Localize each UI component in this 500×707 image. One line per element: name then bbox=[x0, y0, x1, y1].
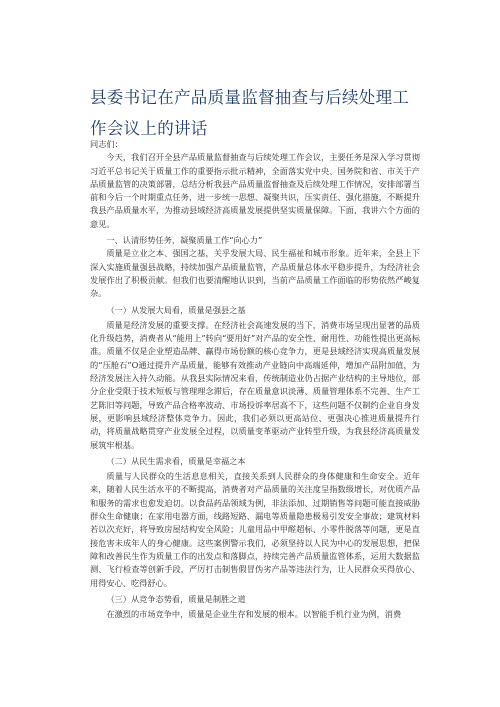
paragraph-1: 质量是立业之本、强国之基，关乎发展大局、民生福祉和城市形象。近年来，全县上下深入实施质量强县战略，持续加强产品质量监管，产品质量总体水平稳步提升，为经济社会发展作出了积极贡献。但我们也要清醒地认识到，当前产品质量工作面临的形势依然严峻复杂。 bbox=[90, 248, 420, 299]
subheading-3: （三）从竞争态势看，质量是制胜之道 bbox=[106, 593, 246, 604]
paragraph-2: 质量是经济发展的重要支撑。在经济社会高速发展的当下，消费市场呈现出显著的品质化升级趋势，消费者从“能用上”转向“要用好”对产品的安全性、耐用性、功能性提出更高标准。质量不仅是企业塑造品牌、赢得市场份额的核心竞争力，更是县域经济实现高质量发展的“压舱石”O通过提升产品质量，能够有效推动产业链向中高端延伸，增加产品附加值，为经济发展注入持久动能。从我县实际情况来看，传统制造业仍占据产业结构的主导地位，部分企业受限于技术短板与管理理念滞后，存在质量意识淡薄、质量管理体系不完善、生产工艺陈旧等问题，导致产品合格率波动、市场投诉率居高不下，这些问题不仅制约企业自身发展，更影响县域经济整体竞争力。因此，我们必须以更高站位、更强决心推进质量提升行动，将质量战略贯穿产业发展全过程，以质量变革驱动产业转型升级，为我县经济高质量发展筑牢根基。 bbox=[90, 319, 420, 450]
document-title: 县委书记在产品质量监督抽查与后续处理工作会议上的讲话 bbox=[90, 88, 410, 138]
paragraph-3: 质量与人民群众的生活息息相关，直接关系到人民群众的身体健康和生命安全。近年来，随着人民生活水平的不断提高，消费者对产品质量的关注度呈指数级增长，对优质产品和服务的需求也愈发迫切。以食品药品领域为例，非法添加、过期销售等问题可能直接威胁群众生命健康；在家用电器方面，线路短路、漏电等质量隐患极易引发安全事故；建筑材料若以次充好，将导致房屋结构安全风险；儿童用品中甲醛超标、小零件脱落等问题，更是直接危害未成年人的身心健康。这些案例警示我们，必须坚持以人民为中心的发展思想，把保障和改善民生作为质量工作的出发点和落脚点，持续完善产品质量监管体系，运用大数据监测、飞行检查等创新手段，严厉打击制售假冒伪劣产品等违法行为，让人民群众买得放心、用得安心、吃得舒心。 bbox=[90, 471, 420, 588]
subheading-1: （一）从发展大局看，质量是强县之基 bbox=[106, 304, 246, 315]
subheading-2: （二）从民生需求看，质量是幸福之本 bbox=[106, 455, 246, 466]
document-body bbox=[90, 138, 420, 621]
greeting: 同志们： bbox=[90, 139, 123, 149]
section-heading-1: 一、认清形势任务，凝聚质量工作“向心力” bbox=[106, 235, 263, 246]
paragraph-intro: 今天，我们召开全县产品质量监督抽查与后续处理工作会议，主要任务是深入学习贯彻习近平总书记关于质量工作的重要指示批示精神，全面落实党中央、国务院和省、市关于产品质量监管的决策部署，总结分析我县产品质量监督抽查及后续处理工作情况，安排部署当前和今后一个时期重点任务，进一步统一思想、凝聚共识，压实责任、强化措施，不断提升我县产品质量水平，为推动县域经济高质量发展提供坚实质量保障。下面，我讲六个方面的意见。 bbox=[90, 152, 420, 229]
paragraph-4: 在激烈的市场竞争中，质量是企业生存和发展的根本。以智能手机行业为例，消费 bbox=[106, 609, 402, 620]
